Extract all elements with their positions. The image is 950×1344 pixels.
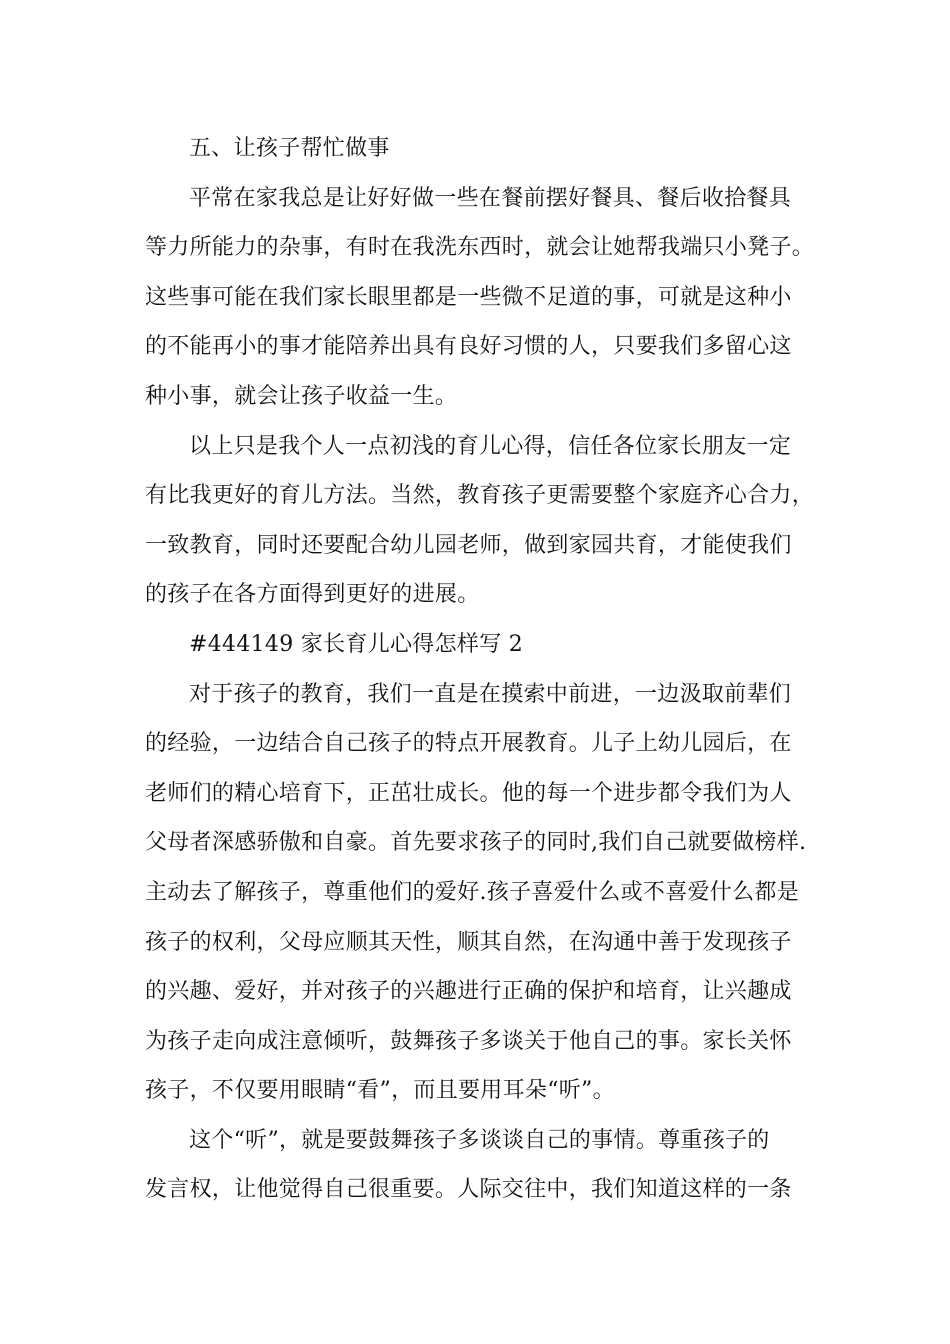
- paragraph-line: 种小事，就会让孩子收益一生。: [145, 383, 458, 409]
- paragraph-line: 有比我更好的育儿方法。当然，教育孩子更需要整个家庭齐心合力，: [145, 483, 815, 509]
- paragraph-line: 的孩子在各方面得到更好的进展。: [145, 582, 480, 608]
- paragraph-line: 孩子的权利，父母应顺其天性，顺其自然，在沟通中善于发现孩子: [145, 929, 792, 955]
- paragraph-line: 父母者深感骄傲和自豪。首先要求孩子的同时,我们自己就要做榜样.: [145, 830, 807, 856]
- section-heading: 五、让孩子帮忙做事: [189, 136, 390, 161]
- paragraph-line: 这个“听”，就是要鼓舞孩子多谈谈自己的事情。尊重孩子的: [189, 1127, 770, 1153]
- paragraph-line: 一致教育，同时还要配合幼儿园老师，做到家园共育，才能使我们: [145, 532, 792, 558]
- paragraph-line: 主动去了解孩子，尊重他们的爱好.孩子喜爱什么或不喜爱什么都是: [145, 879, 799, 905]
- paragraph-line: 的经验，一边结合自己孩子的特点开展教育。儿子上幼儿园后，在: [145, 731, 792, 757]
- document-body: [145, 124, 835, 1215]
- paragraph-line: 对于孩子的教育，我们一直是在摸索中前进，一边汲取前辈们: [189, 681, 792, 707]
- paragraph-line: 老师们的精心培育下，正茁壮成长。他的每一个进步都令我们为人: [145, 780, 792, 806]
- paragraph-line: 的兴趣、爱好，并对孩子的兴趣进行正确的保护和培育，让兴趣成: [145, 979, 792, 1005]
- paragraph-line: 孩子，不仅要用眼睛“看”，而且要用耳朵“听”。: [145, 1078, 615, 1104]
- paragraph-line: 的不能再小的事才能陪养出具有良好习惯的人，只要我们多留心这: [145, 334, 792, 360]
- paragraph-line: 发言权，让他觉得自己很重要。人际交往中，我们知道这样的一条: [145, 1177, 792, 1203]
- paragraph-line: 为孩子走向成注意倾听，鼓舞孩子多谈关于他自己的事。家长关怀: [145, 1028, 792, 1054]
- paragraph-line: 以上只是我个人一点初浅的育儿心得，信任各位家长朋友一定: [189, 433, 792, 459]
- article-title: #444149 家长育儿心得怎样写 2: [189, 631, 524, 657]
- paragraph-line: 等力所能力的杂事，有时在我洗东西时，就会让她帮我端只小凳子。: [145, 235, 815, 261]
- paragraph-line: 这些事可能在我们家长眼里都是一些微不足道的事，可就是这种小: [145, 284, 792, 310]
- paragraph-line: 平常在家我总是让好好做一些在餐前摆好餐具、餐后收拾餐具: [189, 185, 792, 211]
